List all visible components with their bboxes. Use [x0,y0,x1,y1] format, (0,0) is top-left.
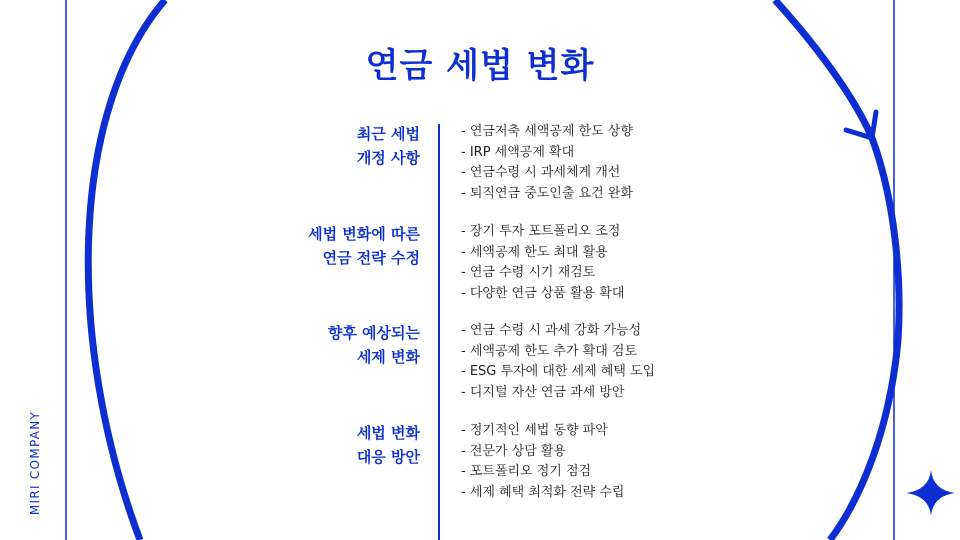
page-title: 연금 세법 변화 [365,46,595,86]
list-item: - 전문가 상담 활용 [461,443,566,459]
list-item: - IRP 세액공제 확대 [461,144,575,160]
list-item: - 장기 투자 포트폴리오 조정 [461,224,621,239]
list-item: - 포트폴리오 정기 점검 [461,464,592,479]
brand-label: MIRI COMPANY [28,410,42,516]
list-item: - 디지털 자산 연금 과세 방안 [461,384,625,400]
list-item: - 세액공제 한도 최대 활용 [461,244,608,260]
bullet-list-response-plan [461,421,625,503]
list-item: - 퇴직연금 중도인출 요건 완화 [461,185,633,201]
bullet-list-strategy-adjustment [461,222,625,304]
sparkle-star-icon [906,470,955,516]
section-heading-expected-changes: 향후 예상되는 세제 변화 [327,324,420,366]
list-item: - 연금수령 시 과세체계 개선 [461,165,621,180]
list-item: - 정기적인 세법 동향 파악 [461,423,608,438]
list-item: - ESG 투자에 대한 세제 혜택 도입 [461,364,656,379]
list-item: - 연금 수령 시 과세 강화 가능성 [461,323,642,338]
section-heading-strategy-adjustment: 세법 변화에 따른 연금 전략 수정 [308,225,420,267]
list-item: - 연금저축 세액공제 한도 상향 [461,124,633,139]
bullet-list-expected-changes [461,321,655,403]
section-heading-response-plan: 세법 변화 대응 방안 [356,424,420,466]
bullet-list-recent-revisions [461,122,633,204]
list-item: - 세제 혜택 최적화 전략 수립 [461,484,625,500]
list-item: - 연금 수령 시기 재검토 [461,265,596,280]
list-item: - 세액공제 한도 추가 확대 검토 [461,343,638,359]
section-heading-recent-revisions: 최근 세법 개정 사항 [356,125,420,167]
list-item: - 다양한 연금 상품 활용 확대 [461,285,625,301]
